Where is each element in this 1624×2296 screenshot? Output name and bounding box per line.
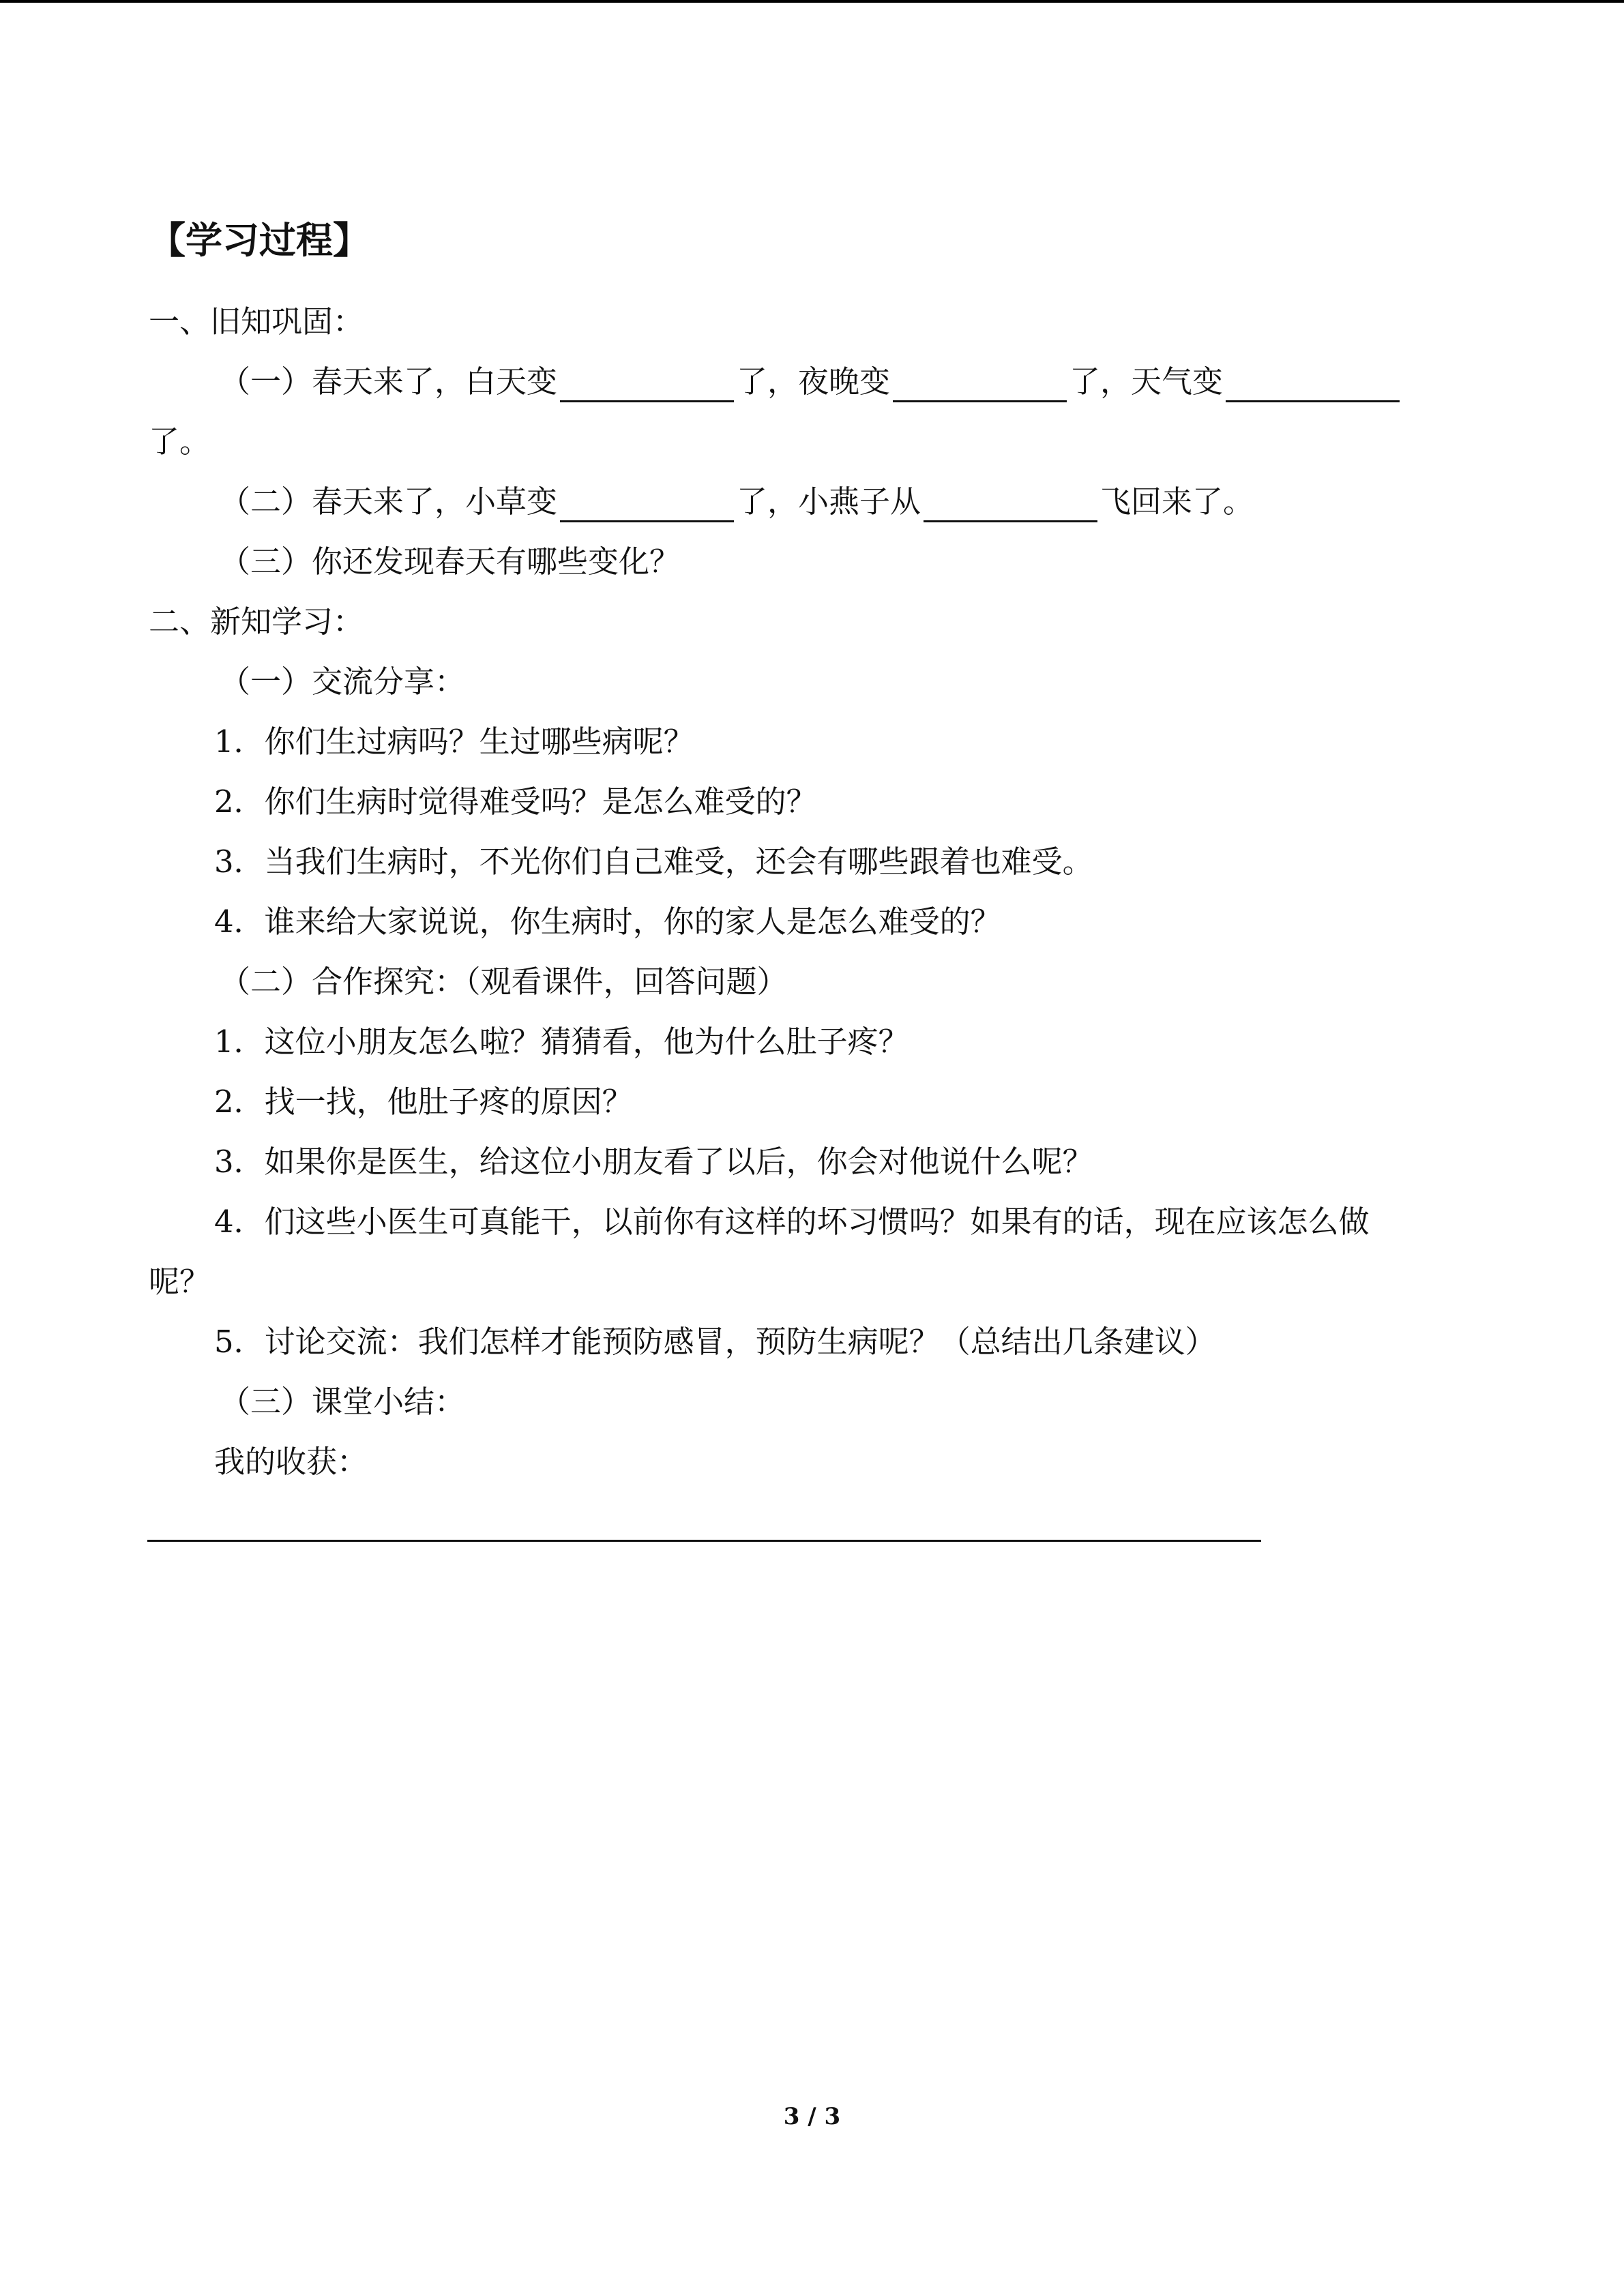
fill-blank-weather[interactable] [1226, 368, 1400, 402]
fill-blank-swallow[interactable] [924, 488, 1097, 522]
question-1-text-a: （一）春天来了，白天变 [220, 363, 558, 400]
list-item: 1．你们生过病吗？生过哪些病呢？ [214, 724, 694, 760]
list-item: 5．讨论交流：我们怎样才能预防感冒，预防生病呢？（总结出几条建议） [214, 1324, 1216, 1360]
question-1-text-c: 了，天气变 [1069, 363, 1224, 400]
question-2 [220, 481, 1254, 522]
page-number: 3 / 3 [783, 2103, 841, 2130]
list-item: 1．这位小朋友怎么啦？猜猜看，他为什么肚子疼？ [214, 1024, 909, 1060]
question-3: （三）你还发现春天有哪些变化？ [220, 543, 681, 580]
question-1-continuation: 了。 [149, 423, 211, 460]
subsection-2-title: （二）合作探究：（观看课件，回答问题） [220, 964, 788, 1000]
question-1 [220, 361, 1402, 402]
question-1-text-b: 了，夜晚变 [737, 363, 891, 400]
list-item: 3．当我们生病时，不光你们自己难受，还会有哪些跟着也难受。 [214, 844, 1093, 880]
question-2-text-b: 了，小燕子从 [737, 483, 921, 520]
question-2-text-a: （二）春天来了，小草变 [220, 483, 558, 520]
fill-blank-night[interactable] [893, 368, 1067, 402]
page-top-border [0, 0, 1624, 3]
fill-blank-day[interactable] [560, 368, 734, 402]
section2-title: 二、新知学习： [149, 603, 364, 640]
section1-title: 一、旧知巩固： [149, 303, 364, 340]
list-item: 4．们这些小医生可真能干，以前你有这样的坏习惯吗？如果有的话，现在应该怎么做 [214, 1204, 1370, 1240]
list-item: 2．找一找，他肚子疼的原因？ [214, 1084, 633, 1120]
list-item: 3．如果你是医生，给这位小朋友看了以后，你会对他说什么呢？ [214, 1144, 1093, 1180]
list-item: 2．你们生病时觉得难受吗？是怎么难受的？ [214, 784, 817, 820]
list-item-continuation: 呢？ [149, 1264, 211, 1300]
harvest-label: 我的收获： [214, 1444, 368, 1480]
question-2-text-c: 飞回来了。 [1100, 483, 1254, 520]
subsection-3-title: （三）课堂小结： [220, 1384, 466, 1420]
list-item: 4．谁来给大家说说，你生病时，你的家人是怎么难受的？ [214, 904, 1001, 940]
section-heading: 【学习过程】 [149, 218, 370, 262]
harvest-answer-line[interactable] [147, 1540, 1261, 1542]
subsection-1-title: （一）交流分享： [220, 664, 466, 700]
fill-blank-grass[interactable] [560, 488, 734, 522]
